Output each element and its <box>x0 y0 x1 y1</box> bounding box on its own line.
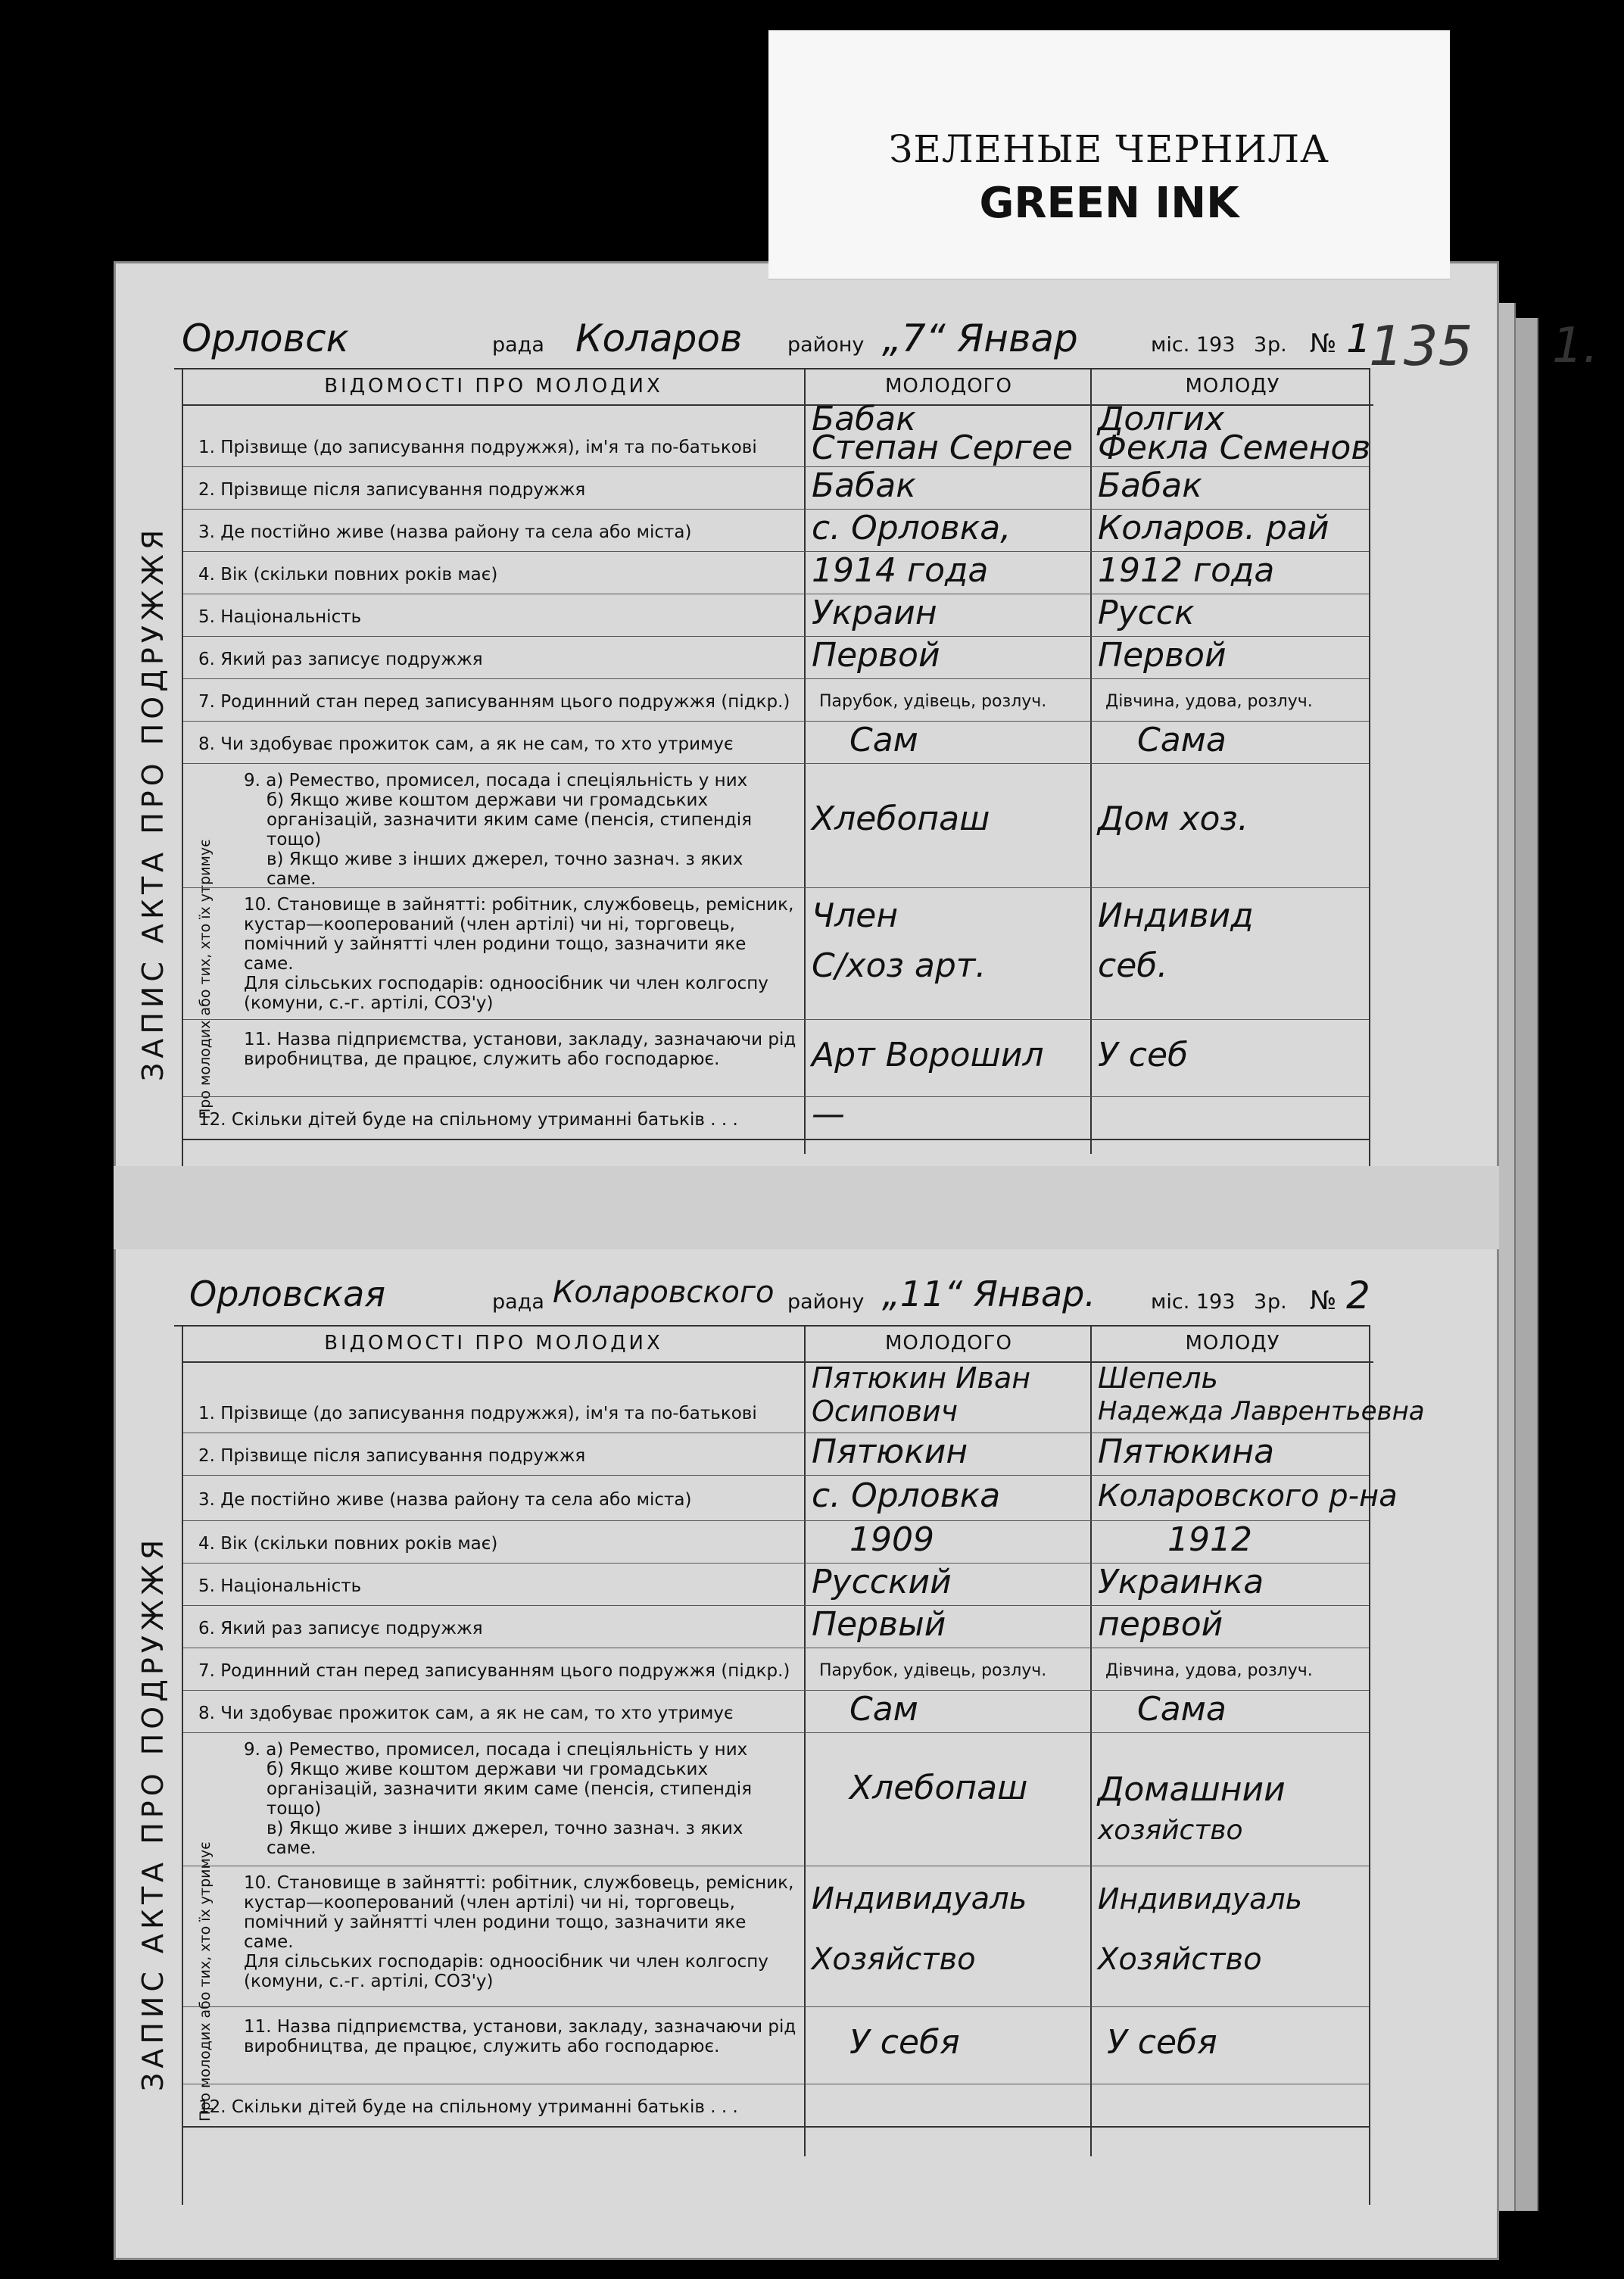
row-workplace <box>183 1019 1369 1097</box>
bride-residence: Коларовского р-на <box>1098 1479 1398 1514</box>
groom-support: Сам <box>849 1690 918 1729</box>
column-bride: МОЛОДУ <box>1090 1325 1373 1363</box>
groom-workplace: У себя <box>849 2023 960 2062</box>
groom-residence: с. Орловка, <box>812 509 1011 547</box>
label-q10b: Для сільських господарів: одноосібник чи член колгоспу (комуни, с.-г. артілі, СОЗ'у) <box>244 1952 768 1991</box>
groom-age: 1914 года <box>812 551 989 590</box>
bride-marital-options: Дівчина, удова, розлуч. <box>1105 692 1313 711</box>
label-q9c: в) Якщо живе з інших джерел, точно зазнач. з яких саме. <box>267 850 743 889</box>
month-label: міс. 193 <box>1151 1290 1236 1314</box>
column-groom: МОЛОДОГО <box>804 1325 1092 1363</box>
number-label: № <box>1310 1286 1337 1316</box>
bride-new-surname: Бабак <box>1098 466 1202 505</box>
groom-new-surname: Пятюкин <box>812 1433 968 1471</box>
label-q8: 8. Чи здобуває прожиток сам, а як не сам, то хто утримує <box>198 734 734 754</box>
row-trade <box>183 763 1369 888</box>
month-label: міс. 193 <box>1151 333 1236 357</box>
row-marital <box>183 678 1369 722</box>
row-nationality <box>183 1563 1369 1606</box>
record-number: 2 <box>1346 1274 1370 1317</box>
label-q3: 3. Де постійно живе (назва району та села або міста) <box>198 522 692 542</box>
groom-marital-options: Парубок, удівець, розлуч. <box>819 692 1047 711</box>
groom-status-2: С/хоз арт. <box>812 946 987 985</box>
label-q9b: б) Якщо живе коштом держави чи громадських організацій, зазначити яким саме (пенсія, стипендія тощо) <box>267 1760 753 1819</box>
bride-surname: Шепель <box>1098 1361 1218 1395</box>
archive-sheet-number: 1. <box>1552 318 1599 374</box>
rada-value: Орловск <box>182 316 349 360</box>
label-q7: 7. Родинний стан перед записуванням цього подружжя (підкр.) <box>198 692 790 712</box>
label-q12: 12. Скільки дітей буде на спільному утриманні батьків . . . <box>198 2097 738 2117</box>
label-q2: 2. Прізвище після записування подружжя <box>198 480 586 500</box>
groom-status-2: Хозяйство <box>812 1942 976 1977</box>
column-bride: МОЛОДУ <box>1090 368 1373 406</box>
groom-times: Первой <box>812 636 940 675</box>
column-info: ВІДОМОСТІ ПРО МОЛОДИХ <box>183 1325 804 1363</box>
groom-workplace: Арт Ворошил <box>812 1036 1044 1074</box>
raion-value: Коларов <box>575 316 743 360</box>
row-residence <box>183 509 1369 552</box>
side-subtitle: Про молодих або тих, хто їх утримує <box>197 1841 214 2122</box>
label-english: GREEN INK <box>979 179 1239 228</box>
bride-support: Сама <box>1137 721 1227 759</box>
raion-value: Коларовского <box>553 1275 775 1310</box>
row-new-surname <box>183 466 1369 510</box>
label-q4: 4. Вік (скільки повних років має) <box>198 565 498 585</box>
year-digit: 3 <box>1254 333 1267 357</box>
year-suffix: р. <box>1267 1290 1287 1314</box>
groom-marital-options: Парубок, удівець, розлуч. <box>819 1661 1047 1680</box>
record-header <box>174 1274 1370 1327</box>
record-number: 1 <box>1346 316 1372 362</box>
groom-name: Осипович <box>812 1395 959 1428</box>
archive-page-number: 135 <box>1369 314 1473 378</box>
groom-new-surname: Бабак <box>812 466 916 505</box>
bride-trade: Домашнии <box>1098 1770 1286 1809</box>
groom-trade: Хлебопаш <box>812 800 990 838</box>
label-q8: 8. Чи здобуває прожиток сам, а як не сам, то хто утримує <box>198 1704 734 1723</box>
label-q1: 1. Прізвище (до записування подружжя), ім'я та по-батькові <box>198 1404 757 1423</box>
label-q12: 12. Скільки дітей буде на спільному утриманні батьків . . . <box>198 1110 738 1130</box>
label-q9b: б) Якщо живе коштом держави чи громадських організацій, зазначити яким саме (пенсія, стипендія тощо) <box>267 790 753 850</box>
label-q11: 11. Назва підприємства, установи, закладу, зазначаючи рід виробництва, де працює, служить або господарює. <box>244 1030 796 1069</box>
label-q9a: 9. а) Ремество, промисел, посада і спеціяльність у них <box>244 1740 748 1760</box>
ink-label-card <box>768 30 1450 279</box>
label-q10: 10. Становище в зайнятті: робітник, службовець, ремісник, кустар—кооперований (член артілі) чи ні, торговець, помічний у зайнятті член родини тощо, зазначити яке саме. <box>244 895 794 974</box>
bride-support: Сама <box>1137 1690 1227 1729</box>
groom-status-1: Член <box>812 896 899 935</box>
bride-marital-options: Дівчина, удова, розлуч. <box>1105 1661 1313 1680</box>
row-children <box>183 1096 1369 1140</box>
row-residence <box>183 1475 1398 1521</box>
children-count: — <box>812 1095 845 1133</box>
row-support <box>183 1690 1369 1733</box>
row-times <box>183 636 1369 679</box>
date-value: „7“ Январ <box>882 316 1078 360</box>
label-russian: ЗЕЛЕНЫЕ ЧЕРНИЛА <box>889 127 1329 171</box>
bride-trade-2: хозяйство <box>1098 1815 1243 1846</box>
bride-trade: Дом хоз. <box>1098 800 1248 838</box>
bride-nationality: Украинка <box>1098 1563 1264 1601</box>
groom-status-1: Индивидуаль <box>812 1882 1027 1916</box>
label-q10b: Для сільських господарів: одноосібник чи член колгоспу (комуни, с.-г. артілі, СОЗ'у) <box>244 974 768 1013</box>
bride-name: Надежда Лаврентьевна <box>1098 1396 1425 1426</box>
row-trade <box>183 1732 1369 1866</box>
record-grid <box>182 368 1370 1166</box>
side-title: ЗАПИС АКТА ПРО ПОДРУЖЖЯ <box>136 525 170 1081</box>
row-status <box>183 887 1369 1020</box>
bride-status-2: Хозяйство <box>1098 1942 1262 1977</box>
row-age <box>183 551 1369 594</box>
record-grid <box>182 1325 1425 2205</box>
bride-times: Первой <box>1098 636 1227 675</box>
bride-age: 1912 <box>1167 1520 1252 1559</box>
groom-surname: Бабак <box>812 400 916 438</box>
row-times <box>183 1605 1369 1648</box>
rada-label: рада <box>492 1290 544 1314</box>
bride-workplace: У себ <box>1098 1036 1189 1074</box>
bride-status-1: Индивид <box>1098 896 1254 935</box>
side-title: ЗАПИС АКТА ПРО ПОДРУЖЖЯ <box>136 1535 170 2091</box>
bride-status-1: Индивидуаль <box>1098 1882 1303 1916</box>
year-digit: 3 <box>1254 1290 1267 1314</box>
page-fold <box>114 1166 1499 1249</box>
bride-nationality: Русск <box>1098 594 1195 632</box>
label-q9a: 9. а) Ремество, промисел, посада і спеціяльність у них <box>244 771 748 790</box>
row-name <box>183 1361 1425 1433</box>
rada-value: Орловская <box>189 1274 385 1314</box>
label-q6: 6. Який раз записує подружжя <box>198 1619 483 1638</box>
bride-surname: Долгих <box>1098 400 1225 438</box>
row-new-surname <box>183 1433 1369 1476</box>
label-q7: 7. Родинний стан перед записуванням цього подружжя (підкр.) <box>198 1661 790 1681</box>
label-q4: 4. Вік (скільки повних років має) <box>198 1534 498 1554</box>
label-q10: 10. Становище в зайнятті: робітник, службовець, ремісник, кустар—кооперований (член артілі) чи ні, торговець, помічний у зайнятті член родини тощо, зазначити яке саме. <box>244 1873 794 1952</box>
number-label: № <box>1310 329 1337 359</box>
bride-name: Фекла Семенов <box>1098 429 1371 467</box>
groom-support: Сам <box>849 721 918 759</box>
groom-trade: Хлебопаш <box>849 1769 1028 1807</box>
row-name <box>183 400 1371 467</box>
raion-label: району <box>787 1290 865 1314</box>
column-groom: МОЛОДОГО <box>804 368 1092 406</box>
bride-times: первой <box>1098 1605 1223 1644</box>
record-header <box>174 316 1370 369</box>
label-q9c: в) Якщо живе з інших джерел, точно зазнач. з яких саме. <box>267 1819 743 1858</box>
marriage-record-2 <box>129 1274 1425 2205</box>
label-q11: 11. Назва підприємства, установи, закладу, зазначаючи рід виробництва, де працює, служить або господарює. <box>244 2017 796 2056</box>
label-q5: 5. Національність <box>198 1576 362 1596</box>
column-info: ВІДОМОСТІ ПРО МОЛОДИХ <box>183 368 804 406</box>
groom-name: Степан Сергее <box>812 429 1073 467</box>
label-q3: 3. Де постійно живе (назва району та села або міста) <box>198 1490 692 1510</box>
groom-times: Первый <box>812 1605 946 1644</box>
marriage-record-1 <box>129 316 1370 1166</box>
bride-residence: Коларов. рай <box>1098 509 1329 547</box>
label-q5: 5. Національність <box>198 607 362 627</box>
row-marital <box>183 1648 1369 1691</box>
row-workplace <box>183 2006 1369 2084</box>
groom-nationality: Украин <box>812 594 937 632</box>
rada-label: рада <box>492 333 544 357</box>
bride-status-2: себ. <box>1098 946 1168 985</box>
groom-age: 1909 <box>849 1520 934 1559</box>
row-age <box>183 1520 1369 1564</box>
label-q6: 6. Який раз записує подружжя <box>198 650 483 669</box>
raion-label: району <box>787 333 865 357</box>
label-q2: 2. Прізвище після записування подружжя <box>198 1446 586 1466</box>
bride-workplace: У себя <box>1107 2023 1217 2062</box>
bride-new-surname: Пятюкина <box>1098 1433 1275 1471</box>
groom-residence: с. Орловка <box>812 1476 1001 1515</box>
label-q1: 1. Прізвище (до записування подружжя), ім'я та по-батькові <box>198 438 757 457</box>
row-support <box>183 721 1369 764</box>
date-value: „11“ Январ. <box>882 1274 1096 1314</box>
year-suffix: р. <box>1267 333 1287 357</box>
row-children <box>183 2084 1369 2128</box>
side-subtitle: Про молодих або тих, хто їх утримує <box>197 839 214 1119</box>
bride-age: 1912 года <box>1098 551 1275 590</box>
groom-surname: Пятюкин Иван <box>812 1361 1031 1395</box>
row-nationality <box>183 594 1369 637</box>
row-status <box>183 1866 1369 2007</box>
groom-nationality: Русский <box>812 1563 952 1601</box>
